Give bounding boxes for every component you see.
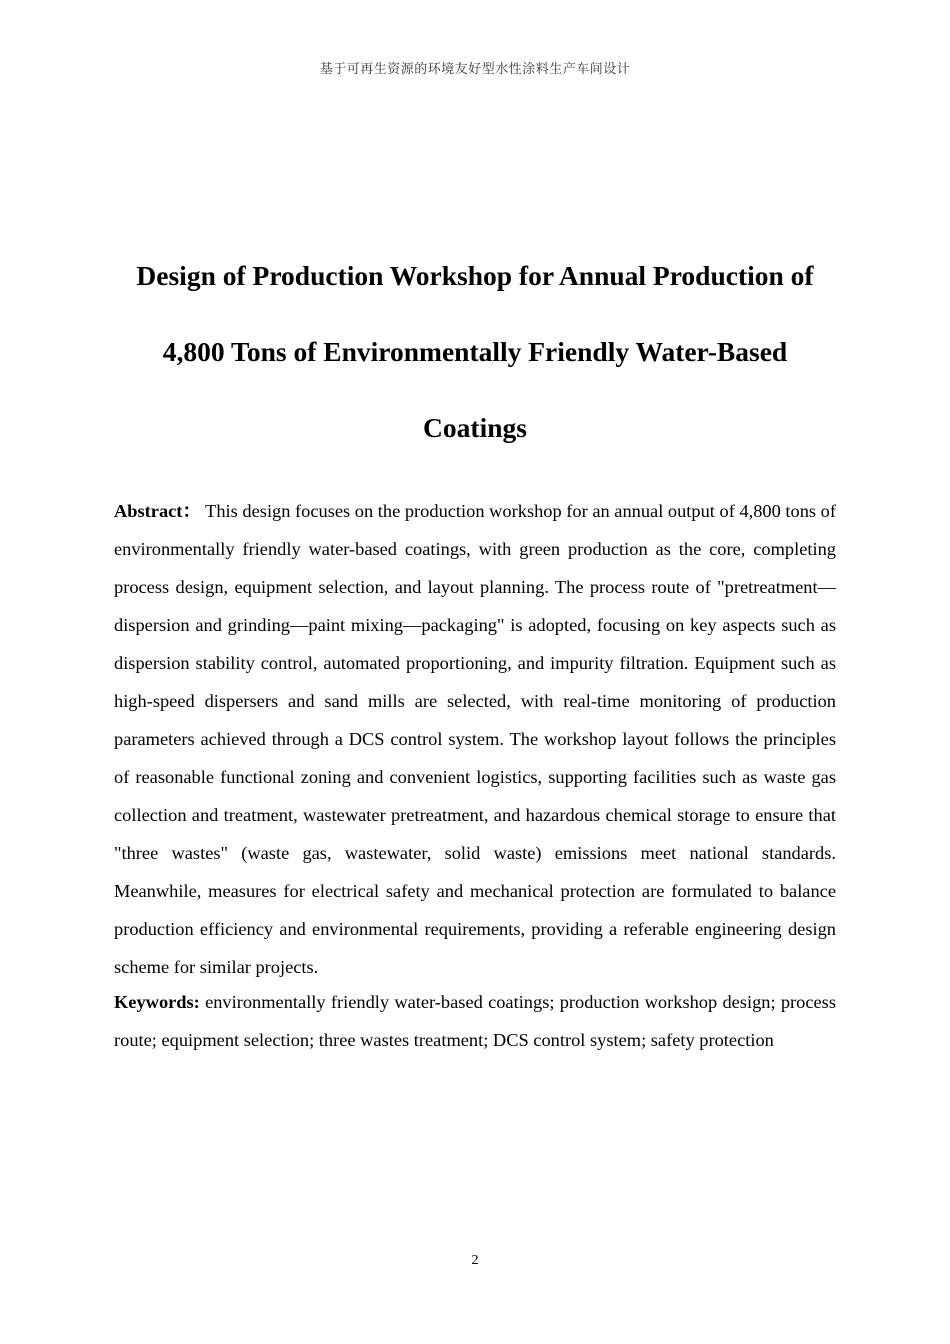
document-title xyxy=(100,238,850,466)
title-line-2: 4,800 Tons of Environmentally Friendly Water-Based xyxy=(162,336,788,367)
keywords-paragraph xyxy=(114,983,836,1059)
keywords-label: Keywords: xyxy=(114,992,200,1012)
title-line-1: Design of Production Workshop for Annual Production of xyxy=(136,260,814,291)
page-number: 2 xyxy=(471,1253,479,1268)
keywords-text: environmentally friendly water-based coatings; production workshop design; process route; equipment selection; three wastes treatment; DCS control system; safety protection xyxy=(114,992,836,1050)
abstract-label: Abstract： xyxy=(114,501,201,521)
running-header: 基于可再生资源的环境友好型水性涂料生产车间设计 xyxy=(319,62,631,77)
title-line-3: Coatings xyxy=(423,412,527,443)
abstract-text: This design focuses on the production workshop for an annual output of 4,800 tons of environmentally friendly water-based coatings, with green production as the core, completing process design, equipment selection, and layout planning. The process route of "pretreatment—dispersion and grinding—paint mixing—packaging" is adopted, focusing on key aspects such as dispersion stability control, automated proportioning, and impurity filtration. Equipment such as high-speed dispersers and sand mills are selected, with real-time monitoring of production parameters achieved through a DCS control system. The workshop layout follows the principles of reasonable functional zoning and convenient logistics, supporting facilities such as waste gas collection and treatment, wastewater pretreatment, and hazardous chemical storage to ensure that "three wastes" (waste gas, wastewater, solid waste) emissions meet national standards. Meanwhile, measures for electrical safety and mechanical protection are formulated to balance production efficiency and environmental requirements, providing a referable engineering design scheme for similar projects. xyxy=(114,501,837,977)
abstract-paragraph xyxy=(114,492,836,986)
